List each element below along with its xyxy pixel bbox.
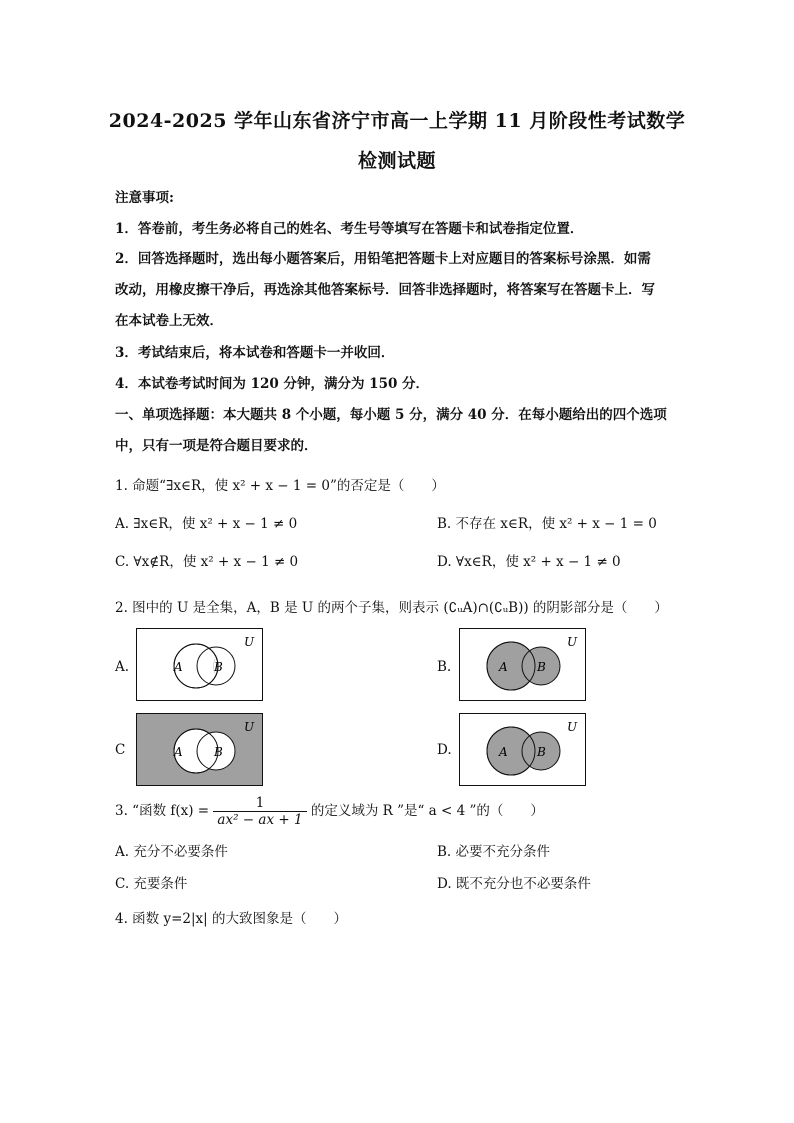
svg-text:A: A: [499, 745, 508, 759]
question-2-stem: 2. 图中的 U 是全集，A，B 是 U 的两个子集，则表示 (∁ᵤA)∩(∁ᵤB)) 的阴影部分是（ ）: [115, 600, 668, 616]
question-3-option-b[interactable]: B. 必要不充分条件: [437, 844, 551, 860]
notice-item-1: 1．答卷前，考生务必将自己的姓名、考生号等填写在答题卡和试卷指定位置．: [115, 221, 584, 237]
question-3-option-c[interactable]: C. 充要条件: [115, 876, 188, 892]
svg-text:A: A: [499, 660, 508, 674]
venn-diagram-c[interactable]: [136, 713, 264, 787]
svg-text:U: U: [567, 720, 578, 734]
venn-diagram-b[interactable]: [459, 628, 587, 702]
set-a-label: A: [174, 660, 183, 674]
set-b-label: B: [214, 660, 223, 674]
notice-item-2-line1: 2．回答选择题时，选出每小题答案后，用铅笔把答题卡上对应题目的答案标号涂黑．如需: [115, 251, 651, 267]
question-2-option-d-label[interactable]: D.: [437, 742, 452, 758]
question-1-stem: 1. 命题“∃x∈R，使 x² + x − 1 = 0”的否定是（ ）: [115, 478, 445, 494]
notice-item-2-line2: 改动，用橡皮擦干净后，再选涂其他答案标号．回答非选择题时，将答案写在答题卡上．写: [115, 282, 655, 298]
notice-heading: 注意事项:: [115, 190, 174, 206]
fraction-numerator: 1: [213, 795, 306, 812]
fraction-denominator: ax² − ax + 1: [217, 812, 303, 828]
question-1-option-b[interactable]: B. 不存在 x∈R，使 x² + x − 1 = 0: [437, 516, 657, 532]
notice-item-3: 3．考试结束后，将本试卷和答题卡一并收回．: [115, 345, 395, 361]
notice-item-4: 4．本试卷考试时间为 120 分钟，满分为 150 分．: [115, 376, 430, 392]
venn-diagram-a[interactable]: [136, 628, 264, 702]
question-3-option-a[interactable]: A. 充分不必要条件: [115, 844, 228, 860]
question-3-suffix: 的定义域为 R ”是“ a < 4 ”的（ ）: [310, 803, 544, 819]
question-1-option-d[interactable]: D. ∀x∈R，使 x² + x − 1 ≠ 0: [437, 554, 621, 570]
question-2-option-a-label[interactable]: A.: [115, 659, 130, 675]
svg-text:B: B: [537, 660, 546, 674]
page-title: 2024-2025 学年山东省济宁市高一上学期 11 月阶段性考试数学: [108, 110, 686, 132]
venn-diagram-d[interactable]: [459, 713, 587, 787]
question-2-option-c-label[interactable]: C: [115, 742, 126, 758]
question-3-option-d[interactable]: D. 既不充分也不必要条件: [437, 876, 591, 892]
question-4-stem: 4. 函数 y=2|x| 的大致图象是（ ）: [115, 911, 347, 927]
question-2-option-b-label[interactable]: B.: [437, 659, 452, 675]
svg-text:B: B: [537, 745, 546, 759]
question-3-fraction: [213, 795, 306, 828]
universe-label: U: [244, 635, 255, 649]
page-title-line2: 检测试题: [357, 150, 436, 172]
svg-text:B: B: [214, 745, 223, 759]
question-1-option-c[interactable]: C. ∀x∉R，使 x² + x − 1 ≠ 0: [115, 554, 299, 570]
svg-text:U: U: [244, 720, 255, 734]
question-1-option-a[interactable]: A. ∃x∈R，使 x² + x − 1 ≠ 0: [115, 516, 298, 532]
svg-text:A: A: [174, 745, 183, 759]
question-3-prefix: 3. “函数 f(x) =: [115, 803, 210, 819]
section-1-heading-line2: 中，只有一项是符合题目要求的．: [115, 438, 318, 454]
svg-text:U: U: [567, 635, 578, 649]
question-3-stem: [115, 795, 544, 828]
notice-item-2-line3: 在本试卷上无效．: [115, 313, 223, 329]
section-1-heading: 一、单项选择题：本大题共 8 个小题，每小题 5 分，满分 40 分．在每小题给出的四个选项: [115, 407, 667, 423]
